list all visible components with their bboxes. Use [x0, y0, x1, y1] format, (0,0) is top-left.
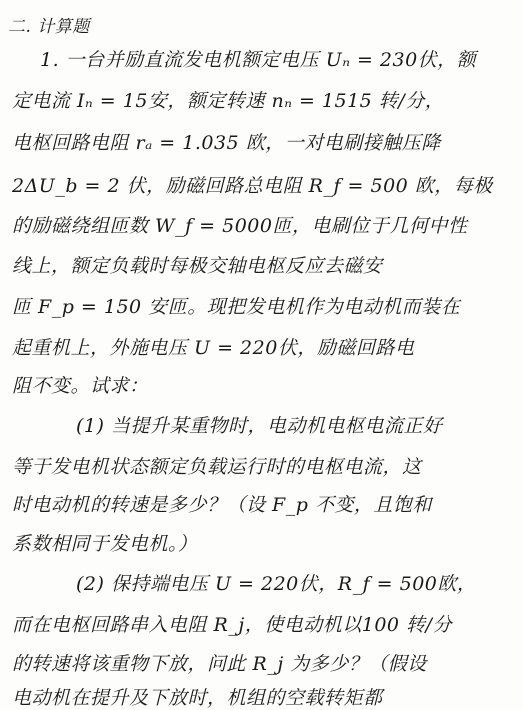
text-line: 起重机上，外施电压 U = 220伏，励磁回路电 — [12, 337, 415, 359]
text-line: 而在电枢回路串入电阻 R_j，使电动机以100 转/分 — [12, 614, 452, 636]
text-line: 定电流 Iₙ = 15安，额定转速 nₙ = 1515 转/分， — [12, 90, 445, 112]
text-line: 时电动机的转速是多少？（设 F_p 不变，且饱和 — [12, 494, 432, 516]
section-heading: 二. 计算题 — [8, 17, 90, 37]
text-line: 等于发电机状态额定负载运行时的电枢电流，这 — [12, 456, 422, 478]
text-line: 匝 F_p = 150 安匝。现把发电机作为电动机而装在 — [12, 296, 461, 318]
text-line: (2) 保持端电压 U = 220伏，R_f = 500欧， — [76, 573, 477, 595]
text-line: 线上，额定负载时每极交轴电枢反应去磁安 — [12, 255, 383, 277]
text-line: 电枢回路电阻 rₐ = 1.035 欧，一对电刷接触压降 — [12, 132, 441, 154]
text-line: 的励磁绕组匝数 W_f = 5000匝，电刷位于几何中性 — [12, 215, 468, 237]
text-line: 系数相同于发电机。） — [12, 533, 198, 555]
text-line: 阻不变。试求： — [12, 375, 149, 397]
text-line: 2ΔU_b = 2 伏，励磁回路总电阻 R_f = 500 欧，每极 — [12, 175, 493, 197]
text-line: 电动机在提升及下放时，机组的空载转矩都 — [12, 687, 383, 709]
text-line: (1) 当提升某重物时，电动机电枢电流正好 — [76, 415, 443, 437]
text-line: 1. 一台并励直流发电机额定电压 Uₙ = 230伏，额 — [40, 49, 477, 71]
text-line: 的转速将该重物下放，问此 R_j 为多少？（假设 — [12, 653, 427, 675]
